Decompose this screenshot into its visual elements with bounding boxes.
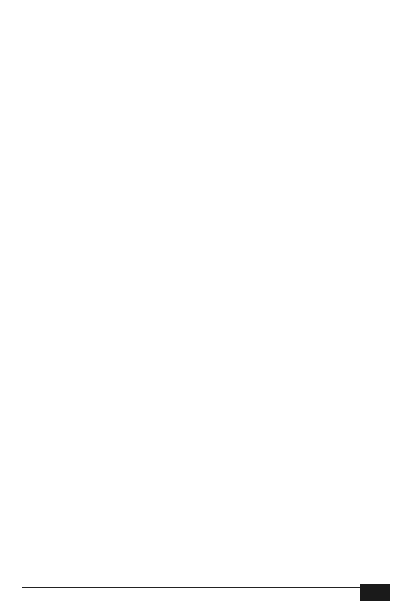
footer-divider	[22, 587, 360, 588]
page-number	[360, 584, 390, 601]
